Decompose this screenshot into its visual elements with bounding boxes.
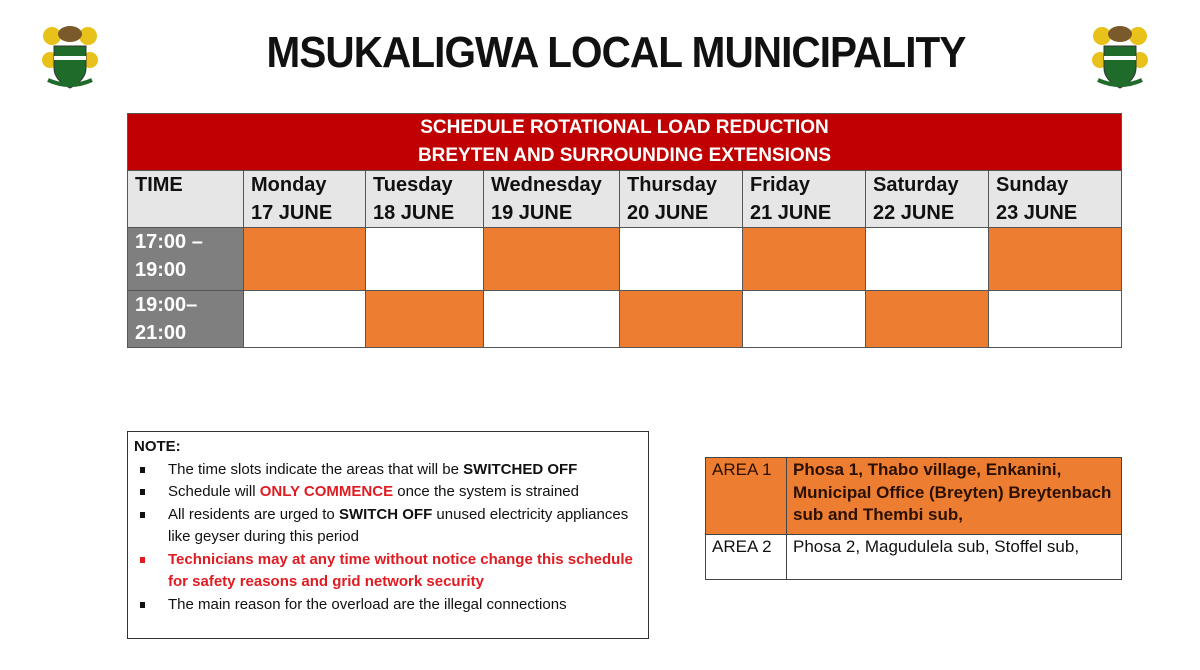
- slot-start: 17:00 –: [135, 231, 203, 253]
- day-header: [244, 171, 366, 228]
- day-name: Thursday: [627, 174, 718, 196]
- area-row: [706, 458, 1122, 535]
- slot-cell-switched-off: [484, 228, 620, 291]
- slot-cell-switched-off: [743, 228, 866, 291]
- day-date: 18 JUNE: [373, 202, 455, 224]
- schedule-heading-line-2: BREYTEN AND SURROUNDING EXTENSIONS: [417, 145, 832, 166]
- day-date: 22 JUNE: [873, 202, 955, 224]
- day-header: [989, 171, 1122, 228]
- schedule-table: [127, 113, 1122, 348]
- time-slot-label: [128, 291, 244, 348]
- slot-cell-on: [989, 291, 1122, 348]
- note-item: Schedule will ONLY COMMENCE once the system is strained: [134, 481, 642, 504]
- area-label: AREA 1: [706, 458, 787, 535]
- slot-start: 19:00–: [135, 294, 198, 316]
- area-description: Phosa 1, Thabo village, Enkanini, Municipal Office (Breyten) Breytenbach sub and Thembi sub,: [787, 458, 1122, 535]
- day-date: 21 JUNE: [750, 202, 832, 224]
- slot-cell-on: [866, 228, 989, 291]
- area-label: AREA 2: [706, 535, 787, 580]
- area-row: [706, 535, 1122, 580]
- day-name: Friday: [750, 174, 811, 196]
- day-name: Saturday: [873, 174, 959, 196]
- slot-cell-switched-off: [620, 291, 743, 348]
- slot-end: 19:00: [135, 259, 187, 281]
- day-name: Monday: [251, 174, 327, 196]
- note-item-warning: Technicians may at any time without notice change this schedule for safety reasons and grid network security: [134, 549, 642, 594]
- day-date: 20 JUNE: [627, 202, 709, 224]
- schedule-heading-line-1: SCHEDULE ROTATIONAL LOAD REDUCTION: [420, 117, 829, 138]
- day-name: Sunday: [996, 174, 1069, 196]
- day-name: Tuesday: [373, 174, 453, 196]
- day-header: [866, 171, 989, 228]
- time-slot-label: [128, 228, 244, 291]
- day-name: Wednesday: [491, 174, 602, 196]
- slot-cell-on: [484, 291, 620, 348]
- slot-cell-on: [244, 291, 366, 348]
- slot-cell-switched-off: [989, 228, 1122, 291]
- time-column-header: TIME: [128, 171, 244, 228]
- day-header: [620, 171, 743, 228]
- slot-end: 21:00: [135, 322, 187, 344]
- note-item: The main reason for the overload are the illegal connections: [134, 594, 642, 617]
- note-box: [127, 431, 649, 639]
- day-header: [366, 171, 484, 228]
- slot-cell-switched-off: [244, 228, 366, 291]
- schedule-heading: [128, 114, 1122, 171]
- day-date: 19 JUNE: [491, 202, 573, 224]
- slot-cell-switched-off: [866, 291, 989, 348]
- slot-cell-on: [620, 228, 743, 291]
- slot-cell-on: [366, 228, 484, 291]
- day-date: 17 JUNE: [251, 202, 333, 224]
- area-description: Phosa 2, Magudulela sub, Stoffel sub,: [787, 535, 1122, 580]
- slot-cell-on: [743, 291, 866, 348]
- day-header: [484, 171, 620, 228]
- note-item: The time slots indicate the areas that will be SWITCHED OFF: [134, 459, 642, 482]
- day-header: [743, 171, 866, 228]
- areas-table: [705, 457, 1122, 580]
- note-heading: NOTE:: [134, 438, 181, 455]
- day-date: 23 JUNE: [996, 202, 1078, 224]
- note-item: All residents are urged to SWITCH OFF unused electricity appliances like geyser during this period: [134, 504, 642, 549]
- page-title: MSUKALIGWA LOCAL MUNICIPALITY: [266, 28, 966, 77]
- time-slot-row: [128, 291, 1122, 348]
- time-slot-row: [128, 228, 1122, 291]
- slot-cell-switched-off: [366, 291, 484, 348]
